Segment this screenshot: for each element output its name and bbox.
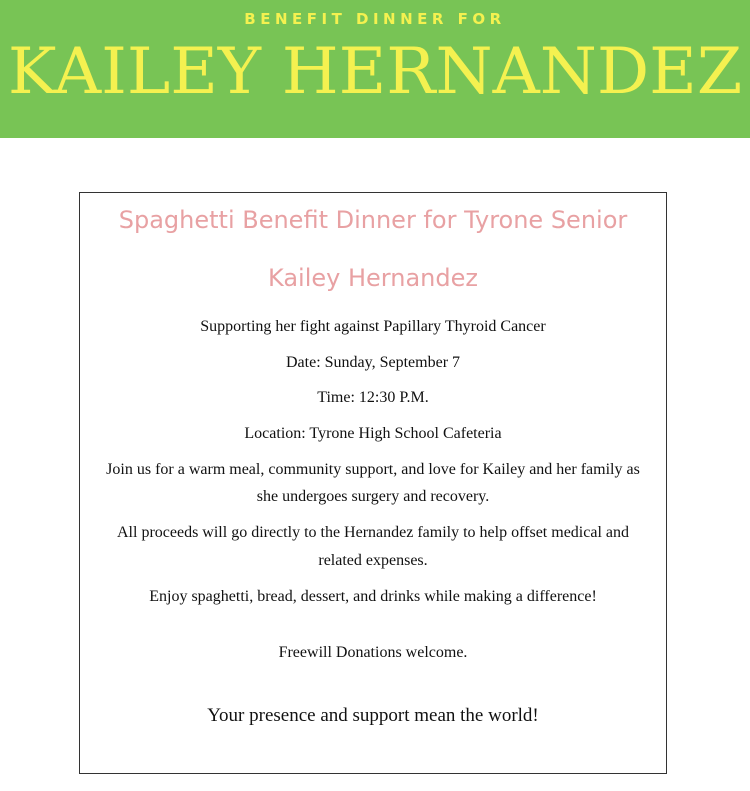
banner-kicker: BENEFIT DINNER FOR xyxy=(244,10,506,28)
invite-text-line-2: she undergoes surgery and recovery. xyxy=(256,488,490,505)
honoree-name: Kailey Hernandez xyxy=(268,264,478,292)
donations-text: Freewill Donations welcome. xyxy=(278,644,468,661)
event-details-card xyxy=(79,192,667,774)
invite-text-line-1: Join us for a warm meal, community support, and love for Kailey and her family as xyxy=(106,461,640,478)
support-text: Supporting her fight against Papillary Thyroid Cancer xyxy=(200,318,546,335)
proceeds-text-line-1: All proceeds will go directly to the Hernandez family to help offset medical and xyxy=(117,524,629,541)
banner-name: KAILEY HERNANDEZ xyxy=(7,35,743,109)
menu-text: Enjoy spaghetti, bread, dessert, and drinks while making a difference! xyxy=(149,588,597,605)
event-date: Date: Sunday, September 7 xyxy=(285,354,461,371)
event-location: Location: Tyrone High School Cafeteria xyxy=(244,425,502,442)
event-time: Time: 12:30 P.M. xyxy=(317,389,429,406)
event-title: Spaghetti Benefit Dinner for Tyrone Senior xyxy=(118,206,628,234)
header-banner xyxy=(0,0,750,138)
proceeds-text-line-2: related expenses. xyxy=(318,552,428,569)
closing-text: Your presence and support mean the world! xyxy=(207,705,539,726)
